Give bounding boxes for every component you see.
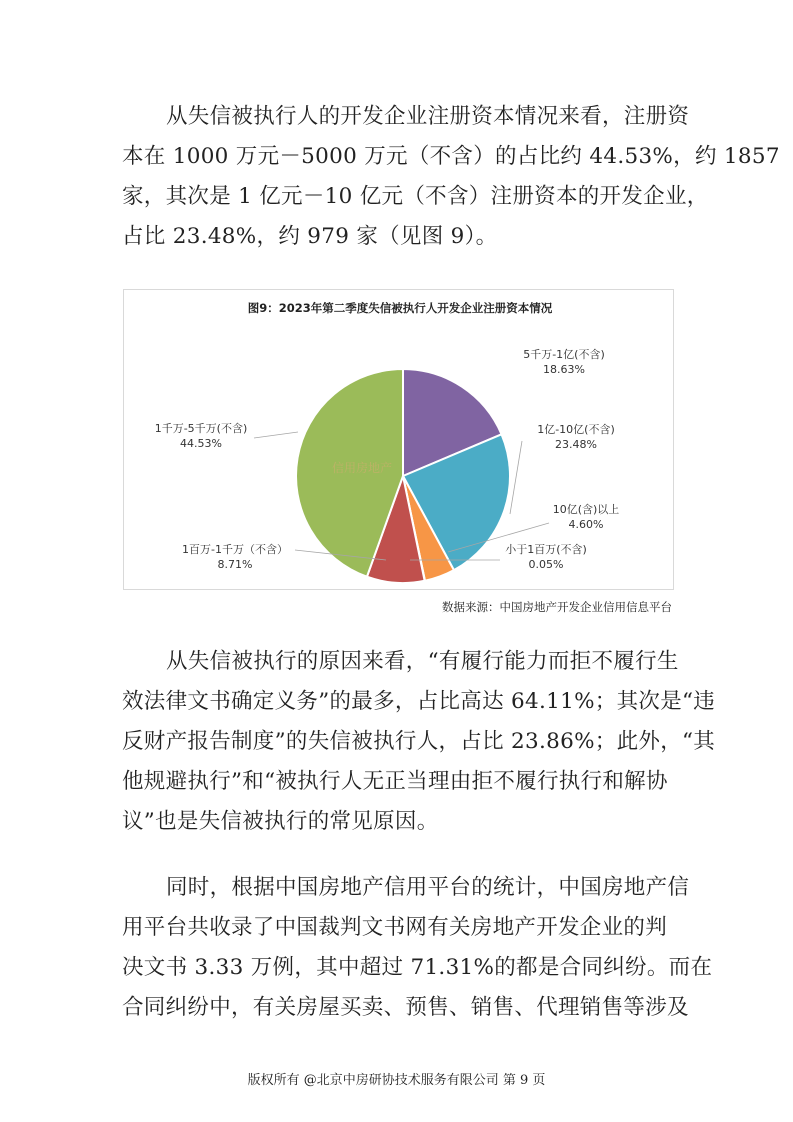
paragraph-line: 本在 1000 万元－5000 万元（不含）的占比约 44.53%，约 1857 bbox=[122, 144, 780, 169]
slice-label: 10亿(含)以上 bbox=[552, 503, 620, 516]
chart-title: 图9：2023年第二季度失信被执行人开发企业注册资本情况 bbox=[247, 301, 553, 315]
slice-label: 小于1百万(不含) bbox=[505, 543, 587, 556]
watermark-text: 信用房地产 bbox=[332, 461, 393, 475]
paragraph-line: 议”也是失信被执行的常见原因。 bbox=[122, 809, 439, 834]
paragraph-line: 家，其次是 1 亿元－10 亿元（不含）注册资本的开发企业， bbox=[122, 184, 709, 209]
slice-value-label: 23.48% bbox=[555, 438, 597, 451]
pie-chart-figure bbox=[123, 289, 674, 590]
paragraph-line: 占比 23.48%，约 979 家（见图 9）。 bbox=[122, 224, 498, 249]
source-note: 数据来源：中国房地产开发企业信用信息平台 bbox=[442, 600, 672, 614]
paragraph-reasons bbox=[122, 642, 716, 842]
paragraph-line: 用平台共收录了中国裁判文书网有关房地产开发企业的判 bbox=[122, 915, 668, 940]
paragraph-line: 合同纠纷中，有关房屋买卖、预售、销售、代理销售等涉及 bbox=[122, 995, 689, 1020]
slice-value-label: 18.63% bbox=[543, 363, 585, 376]
paragraph-line: 从失信被执行的原因来看，“有履行能力而拒不履行生 bbox=[166, 649, 679, 674]
page-footer: 版权所有 @北京中房研协技术服务有限公司 第 9 页 bbox=[247, 1073, 546, 1088]
slice-value-label: 4.60% bbox=[568, 518, 604, 531]
leader-line bbox=[254, 432, 298, 438]
paragraph-line: 效法律文书确定义务”的最多，占比高达 64.11%；其次是“违 bbox=[122, 689, 716, 714]
slice-value-label: 8.71% bbox=[217, 558, 253, 571]
slice-label: 1亿-10亿(不含) bbox=[537, 423, 615, 436]
paragraph-line: 同时，根据中国房地产信用平台的统计，中国房地产信 bbox=[166, 875, 690, 900]
paragraph-line: 决文书 3.33 万例，其中超过 71.31%的都是合同纠纷。而在 bbox=[122, 955, 713, 980]
slice-value-label: 0.05% bbox=[528, 558, 564, 571]
paragraph-line: 反财产报告制度”的失信被执行人，占比 23.86%；此外，“其 bbox=[122, 729, 716, 754]
paragraph-line: 从失信被执行人的开发企业注册资本情况来看，注册资 bbox=[166, 104, 690, 129]
paragraph-statistics bbox=[122, 868, 713, 1028]
leader-line bbox=[510, 441, 522, 514]
paragraph-line: 他规避执行”和“被执行人无正当理由拒不履行执行和解协 bbox=[122, 769, 668, 794]
slice-label: 1百万-1千万（不含） bbox=[182, 543, 288, 556]
slice-label: 5千万-1亿(不含) bbox=[523, 348, 605, 361]
slice-label: 1千万-5千万(不含) bbox=[154, 422, 248, 435]
slice-value-label: 44.53% bbox=[180, 437, 222, 450]
pie-chart bbox=[124, 290, 675, 591]
paragraph-registered-capital bbox=[122, 97, 780, 257]
